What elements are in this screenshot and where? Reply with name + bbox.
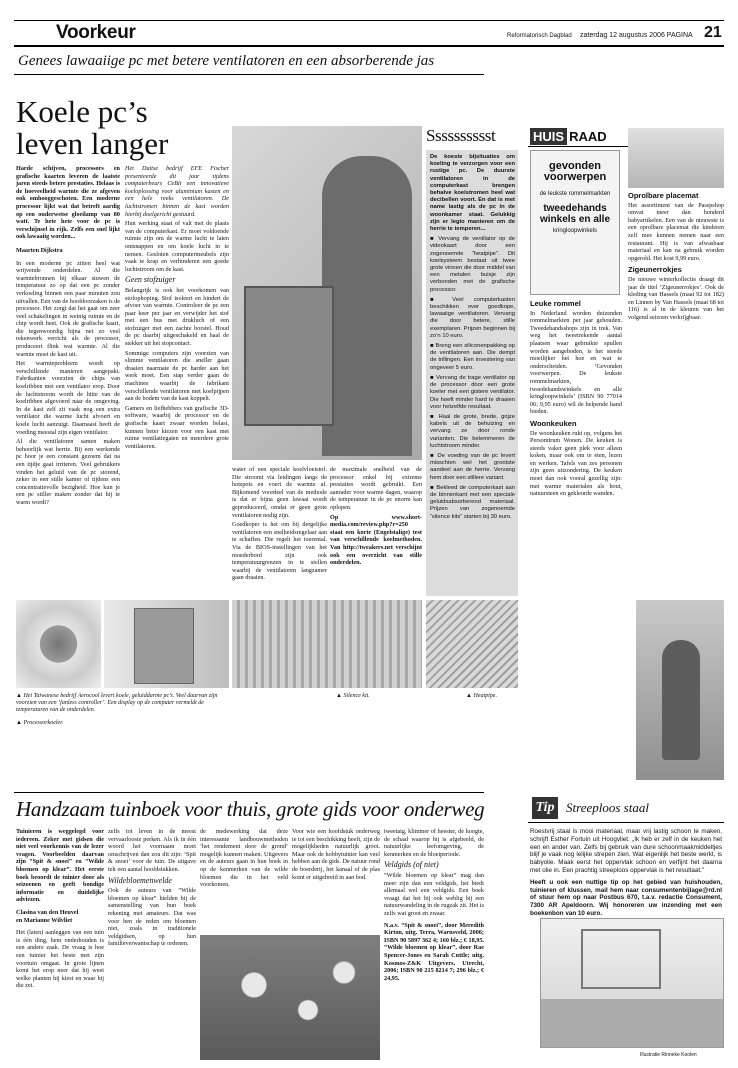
silence-kit-label: ▲ Silence kit.: [336, 693, 370, 699]
fan-panel: [244, 286, 334, 426]
article2-credit: N.a.v. “Spit & snoei”, door Meredith Kirton, uitg. Terra, Warnsveld, 2006; ISBN 90 5897 362 4; 160 blz.; € 18,95. “Wilde bloemen op klear”, door Rae Spencer-Jones en Sarah Cuttle; uitg. Kosmos-Z&K Uitgevers, Utrecht, 2006; ISBN 90 215 8214 7; 296 blz.; € 24,95.: [384, 921, 484, 982]
tip-item: ■ Haal de grote, brede, grijze kabels uit de behuizing en vervang ze door ronde varianten. Die belemmeren de luchtstroom minder.: [430, 413, 515, 449]
date-line: zaterdag 12 augustus 2006 PAGINA: [580, 32, 693, 39]
tip-item: ■ Veel computerkasten beschikken over goedkope, lawaaiige ventilatoren. Vervang die door betere, stille exemplaren. Prijzen beginnen bij zo’n 10 euro.: [430, 296, 515, 339]
window-shape: [581, 929, 661, 989]
heatpipe-label: ▲ Heatpipe.: [466, 693, 497, 699]
article2-byline-1: Clasina van den Heuvel: [16, 908, 79, 916]
tip-title: Streeploos staal: [566, 800, 649, 815]
article2-byline-2: en Marianne Wilvliet: [16, 916, 73, 924]
ad-sub: de leukste rommelmarkten: [539, 191, 611, 197]
article2-col1-body: Het (laten) aanleggen van een tuin is één ding, hem onderhouden is een andere zaak. De vraag is hoe een tuinier het beste met zijn voortuin omgaat. In grote lijnen komt het erop neer dat hij weet welke planten hij kiest en waar hij die zet.: [16, 929, 104, 990]
tips-box-text: [430, 154, 515, 524]
heatpipe-photo: [426, 600, 518, 688]
article2-col4: [292, 828, 380, 928]
article1-col2-a: Hun werking staat of valt met de plaats van de computerkast. Er moet voldoende ruimte zijn om de warme lucht te laten ontsnappen en om koele lucht in te nemen. Gesloten computermeubels zijn vaak te krap en verhinderen een goede luchtstroom om de kast.: [125, 220, 229, 273]
article1-body-2: Het warmteprobleem wordt op verschillende manieren aangepakt. Fabrikanten voorzien de chips van koelribben met een ventilator erop. Door de luchtstroom wordt de hitte van de koelribben afgevoerd naar de omgeving. In de kast zelf zit vaak nog een extra ventilator die warme lucht afvoert en koele lucht aanzuigt. Daarnaast heeft de voeding meestal zijn eigen ventilator.: [16, 360, 120, 436]
tip-body-text: Roestvrij staal is mooi materiaal, maar vrij lastig schoon te maken, schrijft Esther Fortuin uit Hoogvliet. „Ik heb er zelf in de keuken het een en ander van. Zelfs bij gebruik van dure schoonmaakmiddeltjes blijf je vaak nog lelijke strepen zien. Wat eigenlijk het beste werkt, is babyolie. Maak eerst het oppervlak schoon en verfijnt het daarna met olie in. Een prachtig streeploos oppervlak is het resultaat.”: [530, 828, 722, 874]
article1-headline: [16, 96, 216, 160]
huisraad-prefix: HUIS: [530, 128, 567, 145]
bullet-icon: ■: [430, 296, 453, 303]
triangle-icon: ▲: [466, 693, 474, 699]
article1-col3-a: water of een speciale koelvloeistof. Die stroomt via leidingen langs de hotspots en voert de warmte af. Bijkomend voordeel van de methode is dat er bijna geen lawaai wordt geproduceerd, omdat er geen grote ventilatoren nodig zijn.: [232, 466, 327, 519]
article2-col5b-body: “Wilde bloemen op klear” mag dan meer zijn dan een veldgids, het biedt allemaal wel een veldgids. Een boek vraagt dat het bij ook weblig bij een natuurwandeling in de rugzak zit. Het is zelfs wat groot en zwaar.: [384, 871, 484, 917]
huisraad-logo: [530, 128, 607, 146]
ad-sub2: kringloopwinkels: [552, 228, 598, 234]
section-title: Voorkeur: [56, 22, 136, 43]
headline-line-2: leven langer: [16, 126, 169, 161]
woonkeuken-title: Woonkeuken: [530, 418, 577, 428]
child-photo: [636, 600, 724, 780]
zigeuner-body: De nieuwe winterkollectie draagt dit jaar de titel ‘Zigeunerrokjes’. Ook de kleding van Hassels (maat 92 tot 182) en Linnen by Van Hassels (maat 68 tot 116) is al in de kleuren van het volgend seizoen verkrijgbaar.: [628, 275, 724, 321]
placemat-body: Het assortiment van de Passpshop omvat meer dan honderd babyartikelen. Een van de nieuwste is een oprolbare placemat die kinderen zelf mee kunnen nemen naar een restaurant. Hij is van afwasbaar materiaal en kan na gebruik worden opgerold. Het kost 9,99 euro.: [628, 201, 724, 262]
fan-photo: [232, 126, 422, 460]
article2-top-rule: [14, 792, 484, 793]
article1-col4-a: de maximale snelheid van de processor enkel bij extreme prestaties wordt gebruikt. Een aanrader voor warme dagen, waarop de temperatuur in de pc enorm kan oplopen.: [330, 466, 422, 511]
article1-col2: [125, 165, 229, 595]
triangle-icon: ▲: [336, 693, 344, 699]
bullet-icon: ■: [430, 484, 437, 491]
headline-line-1: Koele pc’s: [16, 94, 148, 129]
huisraad-col-a: [530, 300, 622, 785]
article1-col2-c: Sommige computers zijn voorzien van slimme ventilatoren die sneller gaan draaien naarmate de pc harder aan het werk moet. Een stap verder gaan de machines waarbij de fabrikant verschillende ventilatoren met koelpijpen aan de bodem van de kast koppelt.: [125, 349, 229, 403]
article2-col3-body: de medewerking dat deze interessante landbouwmethoden ‘het rendement door de grond’ mogelijk kunnen maken. Uitgevers en de auteurs gaan in hun boek in op de kenmerken van de wilde bloemen die in het veld voorkomen.: [200, 828, 288, 889]
article1-col2-intro: Het Duitse bedrijf EFE Fischer presenteerde dit jaar tijdens computerbeurs CeBit een innovatieve koeloplossing voor aluminium kasten en een hele reeks ventilatoren. De luchtstromen binnen de kast worden hierbij doelgericht gestuurd.: [125, 165, 229, 218]
kitchen-illustration: [540, 918, 724, 1048]
article2-col1: [16, 828, 104, 1060]
ad-heading: gevonden voorwerpen: [543, 160, 607, 183]
huisraad-col-b: [628, 192, 724, 462]
article1-kicker: Genees lawaaiige pc met betere ventilatoren en een absorberende jas: [18, 53, 435, 69]
flowers-photo: [200, 935, 380, 1060]
article2-col2: [108, 828, 196, 1060]
aerocool-case-photo: [104, 600, 229, 688]
leuke-rommel-body: In Nederland worden duizenden rommelmarkten per jaar gehouden. Tweedehandsshops zijn in trek. Van weg het tweetrekende aantal plaatsen waar gebruikte spullen worden aangeboden, is het steeds moeilijker het hoe en wat te onderscheiden. ‘Gevonden voorwerpen. De leukste rommelmarkten, tweedehandswinkels en alle kringloopwinkels’ (ISBN 90 77014 06; 9,95 euro) wil de helpende hand bieden.: [530, 309, 622, 416]
tip-note: Heeft u ook een nuttige tip op het gebied van huishouden, tuinieren of klussen, mail hem naar consumentenbijlage@rd.nl of stuur hem op naar Postbus 670, t.a.v. redactie Consument, 7300 AR Apeldoorn. Wij honoreren uw inzending met een boekenbon van 10 euro.: [530, 878, 722, 917]
masthead-bottom-rule: [14, 45, 724, 47]
article2-col4-body: Voor wie een hoofdstuk onderweg te tot een beschikking heeft, zijn de mogelijkheden natuurlijk groot. Maar ook de hobbytuinier kan veel hebben aan de gids. De natuur rond de boerderij, het kanaal of de plas komt er uitgebreid in aan bod.: [292, 828, 380, 881]
tip-label: Tip: [535, 800, 555, 815]
article1-body-1: In een moderne pc zitten heel wat wrijvende onderdelen. Al die warmtebronnen bij elkaar stuwen de temperatuur zo op dat een pc zonder verkoeling binnen een paar minuten zou uitvallen. Een van de hoofdoorzaken is de processor. Het zorgt dat het gaat om zeer veel schakelingen in weinig ruimte en de chip wordt heet. Ook de grafische kaart, die tegenwoordig bijna net zo veel rekenwerk verricht als de processor, produceert flink wat warmte. Al die warmte moet de kast uit.: [16, 259, 120, 358]
ad-heading2: tweedehands winkels en alle: [539, 203, 611, 225]
woman-silhouette: [322, 156, 412, 456]
aerocool-caption: ▲ Het Taiwanese bedrijf Aerocool levert koele, geluiddarme pc’s. Veel daarvan zijn voorzien van een ‘fanless controller’. Een display op de computer vermeldt de temperaturen van de onderdelen.: [16, 693, 218, 714]
woonkeuken-body: De woonkeuken rukt op, volgens het Persomtrum Wonen. De keuken is steeds vaker geen plek voor alleen koken, maar ook om te eten, lezen en werken. Tafels van zes personen zijn geen uitzondering. De keuken moet dan ook vooral gezellig zijn: met warme materialen als hout, natuursteen en gekleurde wanden.: [530, 429, 622, 498]
tip-item: ■ Breng een siliconenpakking op de ventilatoren aan. Die dempt de trillingen. Een investering van ongeveer 5 euro.: [430, 343, 515, 371]
kicker-rule: [14, 74, 484, 75]
article2-headline: Handzaam tuinboek voor thuis, grote gids voor onderweg: [16, 797, 485, 821]
article1-col3-b: Goedkoper is het om bij dergelijke ventilatoren een snelheidsregelaar aan te schaffen. Die regelt het toerental. Via de BIOS-instellingen van het moederbord zijn ook temperatuurgrenzen in te stellen waarbij de ventilatoren langzamer gaan draaien.: [232, 521, 327, 582]
placemat-photo: [628, 128, 724, 188]
processor-label: ▲ Processorkoeler.: [16, 720, 64, 726]
page-number: 21: [704, 24, 722, 41]
article1-byline: Maarten Dijkstra: [16, 246, 63, 254]
leuke-rommel-title: Leuke rommel: [530, 300, 581, 308]
article2-col2b-body: Ook de auteurs van “Wilde bloemen op klear” hielden bij de samenstelling van hun boek rekening met amateurs. Dat was voor hen de reden om bloemen niet, zoals in traditionele veldgidsen, op hun familieverwantschap te ordenen.: [108, 887, 196, 948]
bullet-icon: ■: [430, 343, 436, 350]
article1-body-3: Al die ventilatoren samen maken behoorlijk wat herrie. Bij een werkende pc hoor je een constant gezoem dat na een tijdje gaat irriteren. Veel gebruikers vinden het geluid van de pc storend, zeker in een stille kamer of tijdens een concentratievolle bezigheid. Hoe kun je een pc stiller maken zonder dat hij te warm wordt?: [16, 438, 120, 506]
case-front-panel: [134, 608, 194, 684]
photo-credit: Illustratie Rinneke Koolen: [640, 1052, 697, 1058]
article2-col2-body: zelfs tot leven in de meest vervaarlooste perken. Als ik in één woord het voornaam moet omschrijven dan zou dit zijn: ‘Spit & snoei’ voor de tuin. De uitgave telt een aantal hoofdstukken.: [108, 828, 196, 873]
tips-box: [426, 126, 518, 596]
article1-col2-b: Belangrijk is ook het voorkomen van stofophoping. Stof isoleert en hindert de afvoer van warmte. Controleer de pc een paar keer per jaar en verwijder het stof met een bus met drukluch of een stofzuiger met een zachte borstel. Houd de pc daarbij uitgeschakeld en haal de stekker uit het stopcontact.: [125, 286, 229, 348]
tip-item: ■ De voeding van de pc levert misschien wel het grootste aandeel aan de herrie. Vervang hem door een stillere variant.: [430, 452, 515, 481]
article1-col3: [232, 466, 327, 596]
bullet-icon: ■: [430, 236, 439, 243]
article1-col2-d: Gamers en liefhebbers van grafische 3D-software, waarbij de processor en de grafische kaart zwaar worden belast, kunnen beter kiezen voor een kast met ruime ventilatiegaten en meerdere grote ventilatoren.: [125, 404, 229, 450]
tip-rule: [528, 822, 724, 823]
tip-item: ■ Vervang de ventilator op de videokaart door een zogenoemde “heatpipe”. Dit koelsysteem bestaat uit twee grote vinnen die door middel van een metalen buisje zijn verbonden met de grafische processor.: [430, 236, 515, 293]
triangle-icon: ▲: [16, 693, 24, 699]
article1-lead: Harde schijven, processors en grafische kaarten leveren de laatste jaren steeds betere prestaties. Helaas is de hoeveelheid warmte die ze afgeven ook omhooggeschoten. Een moderne processor lijkt wat dat betreft aardig op een ouderwetse gloeilamp van 80 watt. Te hete hete voor de pc is verschijnsel in rijk. Zelfs een snel lijkt ook lawaaiig worden...: [16, 165, 120, 241]
bullet-icon: ■: [430, 413, 439, 420]
tips-box-intro: De koeste bijsituaties om koeling te verzorgen voor een rustige pc. De duurste ventilatoren in de computerkast brengen behalve koelstromen heel wat decibellen voort. En dat is met name lastig als de pc in de woonkamer staat. Gelukkig zijn er legio manieren om de herrie te temperen...: [430, 154, 515, 233]
article2-col5: [384, 828, 484, 1060]
silence-kit-photo: [232, 600, 422, 688]
article2-subhead-1: Wildebloemenwelde: [108, 875, 172, 885]
tip-body: [530, 828, 722, 920]
zigeuner-title: Zigeunerrokjes: [628, 265, 682, 275]
triangle-icon: ▲: [16, 720, 24, 726]
article1-col4-b: Op www.short-media.com/review.php?r=250 staat een korte (Engelstalige) test van verschillende koelmethoden. Van http://tweakers.net verschijnt ook een overzicht van stille onderdelen.: [330, 513, 422, 567]
tip-item: ■ Bekleed de computerkast aan de binnenkant met een speciale geluidsabsorberend materiaal. Prijzen van zogenoemde “silence kits” starten bij 30 euro.: [430, 484, 515, 520]
child-silhouette: [662, 640, 700, 760]
article1-subhead-1: Geen stofzuiger: [125, 275, 176, 285]
huisraad-word: RAAD: [569, 129, 607, 144]
bullet-icon: ■: [430, 452, 438, 459]
masthead-top-rule: [14, 20, 724, 21]
article2-col3: [200, 828, 288, 928]
article2-lead: Tuinieren is weggelegd voor iedereen. Zeker met gidsen die niet veel voorkennis van de lezer vragen. Voorbeelden daarvan zijn “Spit & snoei” en “Wilde bloemen op klear”. Het eerste boek beoordt de tuinier door als seizoenen en geeft bondige informatie en duidelijke adviezen.: [16, 828, 104, 904]
gevonden-ad: [530, 150, 620, 295]
article1-col1: [16, 165, 120, 595]
tips-box-title: Sssssssssst: [426, 126, 496, 145]
article2-subhead-2: Veldgids (of niet): [384, 860, 439, 870]
article1-col4: [330, 466, 422, 596]
tip-item: ■ Vervang de trage ventilator op de processor door een grote koeler met een gistere ventilator. Die hoeft minder hard te draaien voor hetzelfde resultaat.: [430, 374, 515, 410]
bullet-icon: ■: [430, 374, 436, 381]
article2-col5-body: tweetaig, klimmer of heester, de hoogte, de schaal waarop hij is afgebeeld, de natuurlijke leefomgeving, de kenmerken en de bloeiperiode.: [384, 828, 484, 858]
placemat-title: Oprolbare placemat: [628, 192, 699, 200]
processor-cooler-photo: [16, 600, 101, 688]
paper-name: Reformatorisch Dagblad: [507, 33, 572, 39]
counter-shape: [541, 999, 724, 1048]
tip-logo: [532, 797, 558, 819]
